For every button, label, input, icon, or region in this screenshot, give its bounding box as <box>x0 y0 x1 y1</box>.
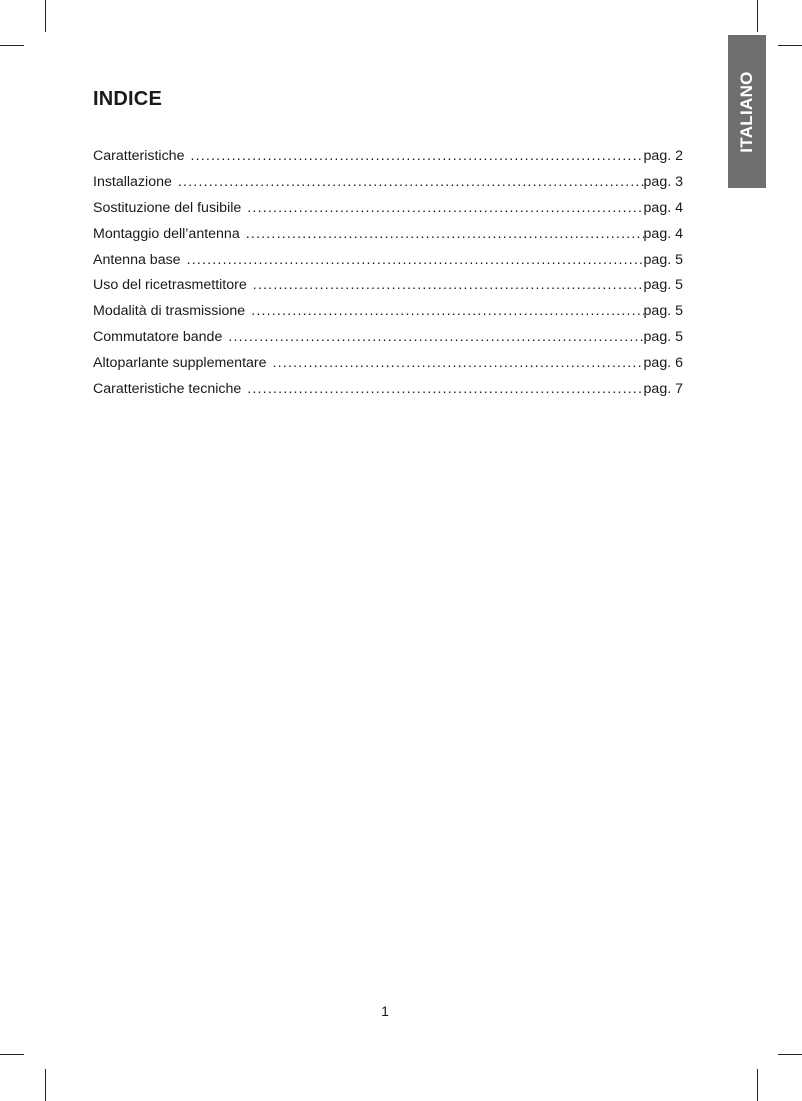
page-title: INDICE <box>93 88 162 110</box>
toc-entry <box>93 381 683 407</box>
toc-entry <box>93 277 683 303</box>
toc-entry-page: pag. 7 <box>643 381 683 398</box>
toc-entry-page: pag. 5 <box>643 251 683 268</box>
toc-dot-leader <box>253 277 644 293</box>
crop-mark <box>0 45 24 46</box>
toc-entry-page: pag. 2 <box>643 148 683 164</box>
toc-dot-leader <box>246 226 644 242</box>
toc-dot-leader <box>178 174 644 190</box>
toc-entry <box>93 355 683 381</box>
language-tab-label: ITALIANO <box>737 70 756 153</box>
toc-entry <box>93 252 683 278</box>
toc-entry-label: Sostituzione del fusibile <box>93 199 242 216</box>
toc-entry-label: Commutatore bande <box>93 329 223 346</box>
crop-mark <box>0 1054 24 1055</box>
crop-mark <box>757 0 758 32</box>
toc-entry-label: Modalità di trasmissione <box>93 303 246 320</box>
toc-entry-page: pag. 6 <box>643 355 683 372</box>
toc-entry-page: pag. 4 <box>643 225 683 242</box>
toc-entry-label: Caratteristiche tecniche <box>93 381 242 398</box>
crop-mark <box>757 1069 758 1101</box>
toc-entry <box>93 200 683 226</box>
toc-entry <box>93 226 683 252</box>
toc-entry-label: Altoparlante supplementare <box>93 355 267 372</box>
crop-mark <box>778 1054 802 1055</box>
toc-dot-leader <box>273 355 644 371</box>
table-of-contents <box>93 148 683 407</box>
toc-entry-page: pag. 3 <box>643 173 683 190</box>
toc-entry-page: pag. 5 <box>643 329 683 346</box>
toc-entry-page: pag. 4 <box>643 199 683 216</box>
toc-dot-leader <box>247 381 643 397</box>
toc-entry <box>93 329 683 355</box>
toc-entry-label: Uso del ricetrasmettitore <box>93 277 247 294</box>
toc-dot-leader <box>251 303 643 319</box>
toc-entry-page: pag. 5 <box>643 303 683 320</box>
toc-entry-page: pag. 5 <box>643 277 683 294</box>
toc-entry <box>93 148 683 174</box>
crop-mark <box>778 45 802 46</box>
toc-entry-label: Montaggio dell’antenna <box>93 225 240 242</box>
toc-entry-label: Caratteristiche <box>93 148 185 164</box>
crop-mark <box>45 1069 46 1101</box>
toc-entry-label: Antenna base <box>93 251 181 268</box>
toc-entry <box>93 303 683 329</box>
toc-dot-leader <box>228 329 643 345</box>
toc-entry-label: Installazione <box>93 173 172 190</box>
page-number: 1 <box>381 1003 389 1019</box>
language-tab <box>728 35 766 188</box>
toc-dot-leader <box>247 200 643 216</box>
toc-entry <box>93 174 683 200</box>
toc-dot-leader <box>187 252 644 268</box>
toc-dot-leader <box>190 148 643 164</box>
crop-mark <box>45 0 46 32</box>
